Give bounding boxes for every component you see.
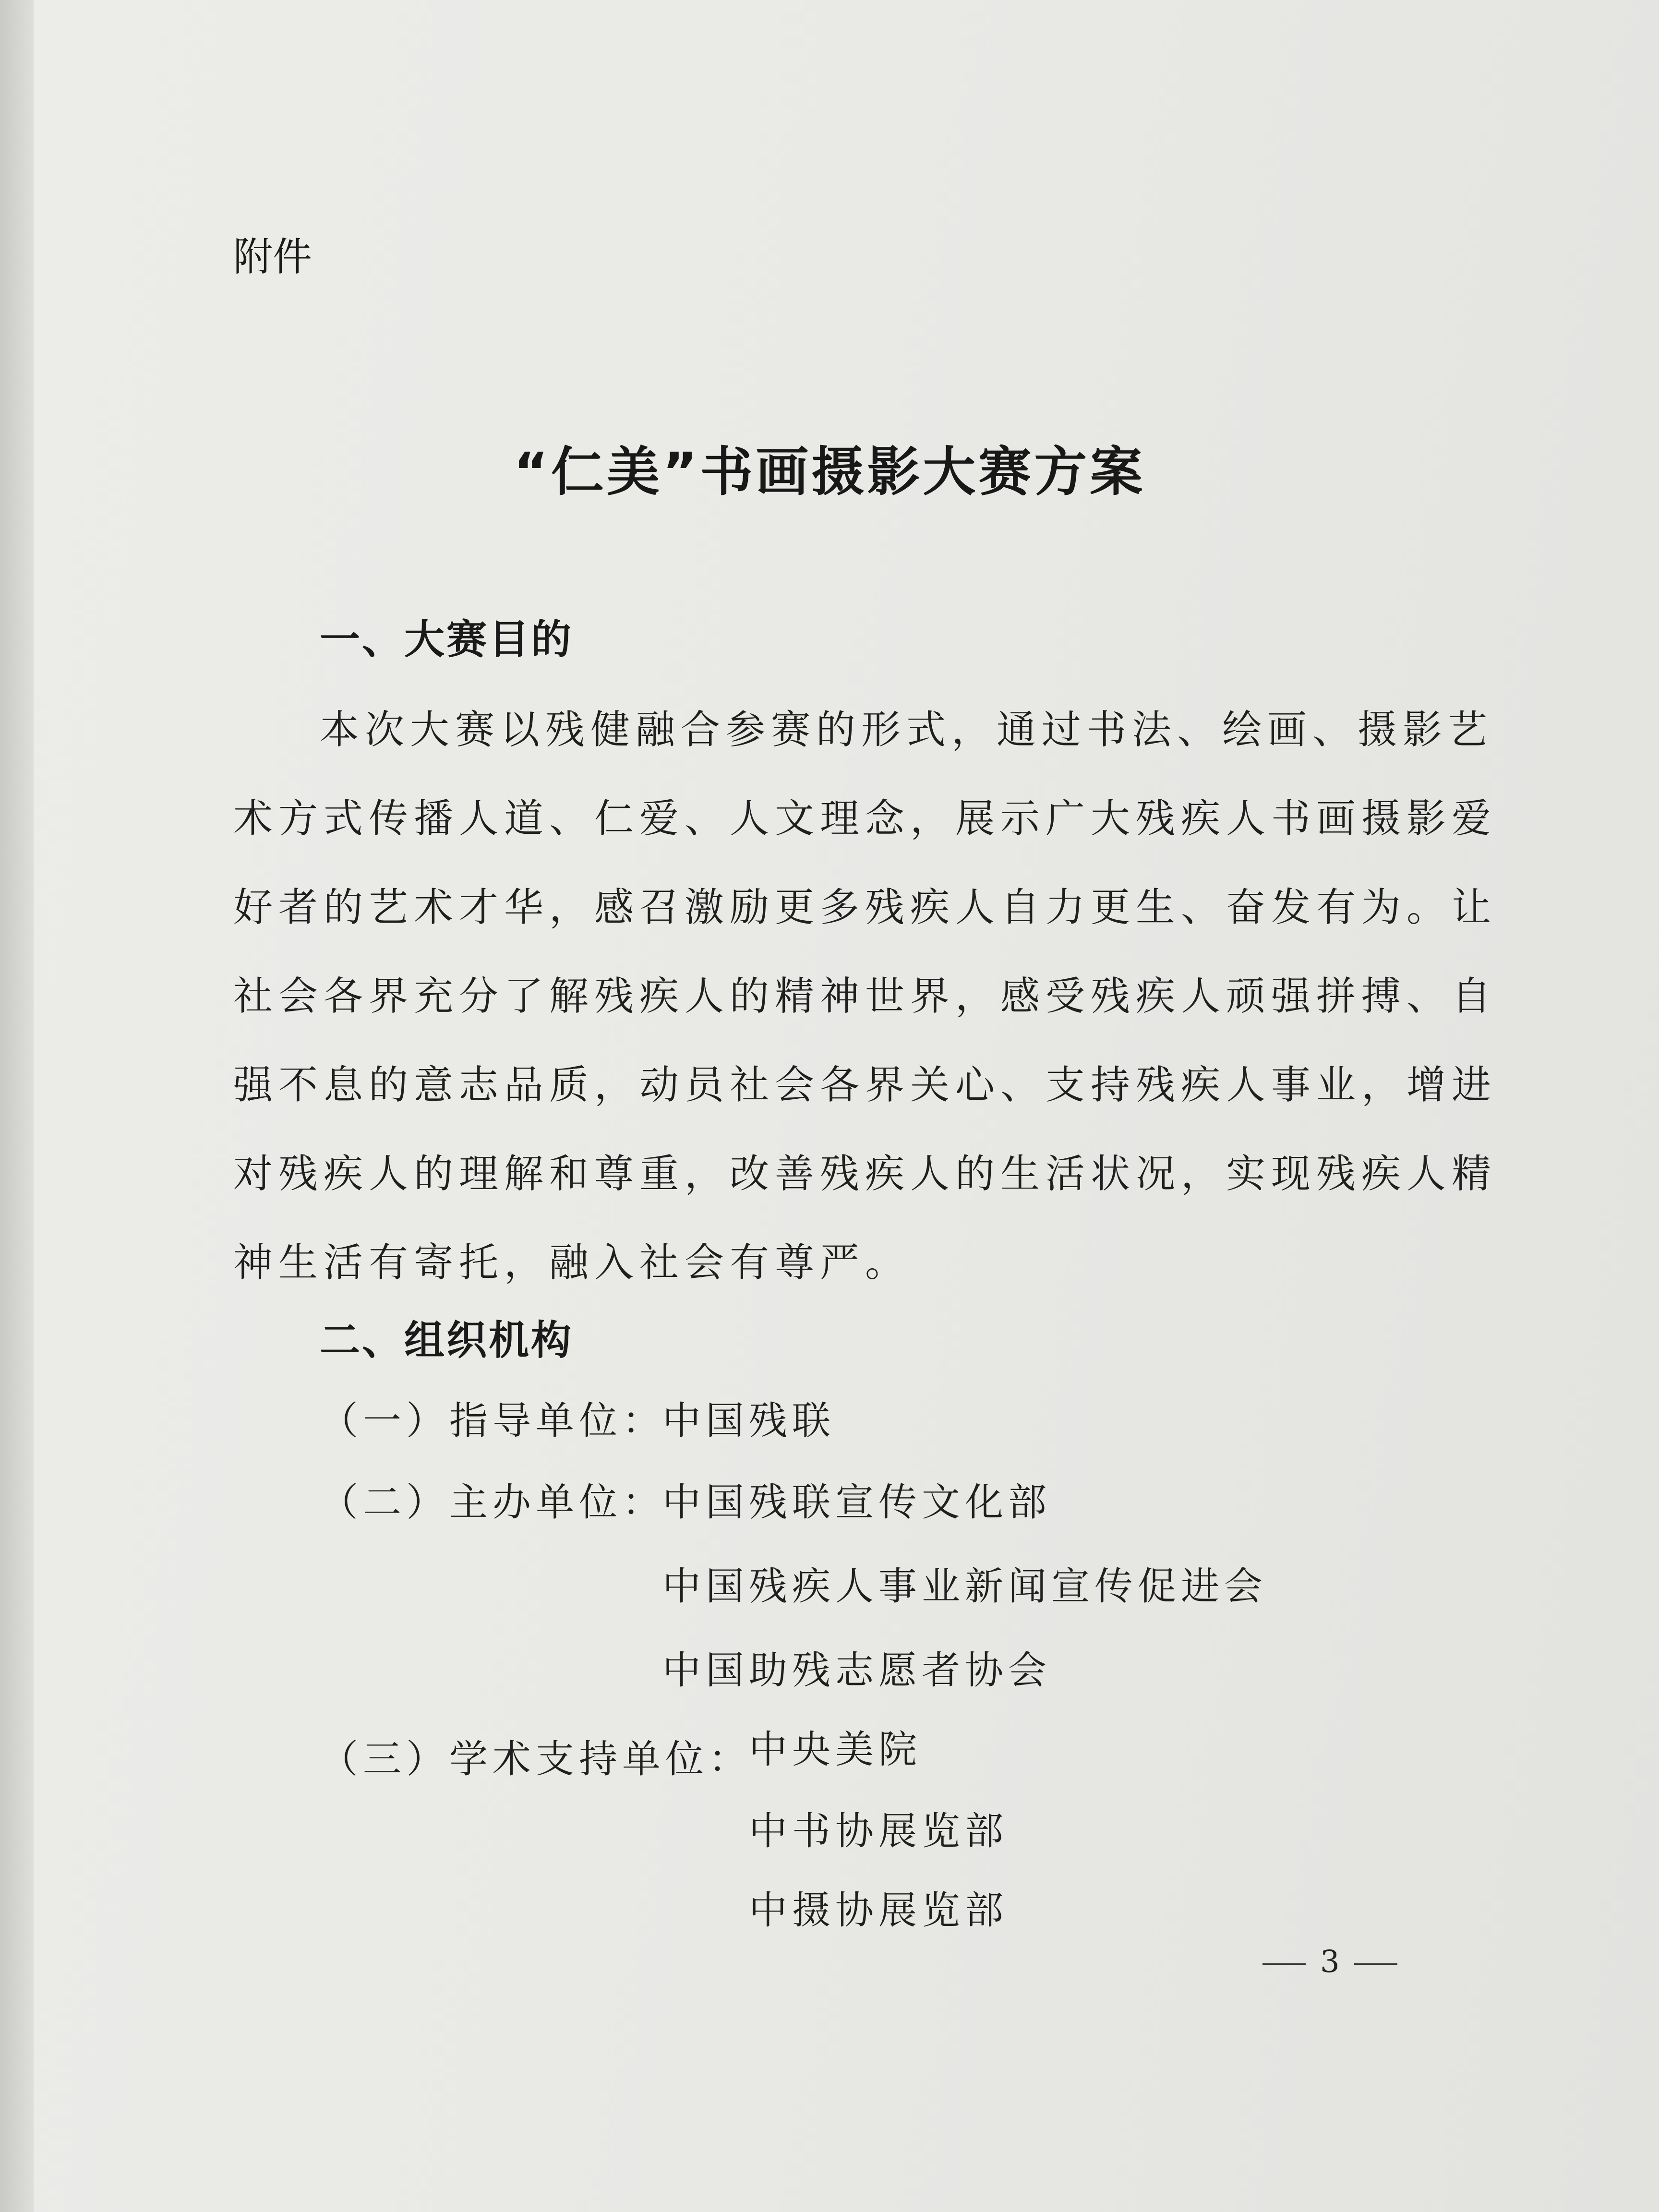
paragraph-line: 术方式传播人道、仁爱、人文理念，展示广大残疾人书画摄影爱 — [233, 796, 1497, 842]
paragraph-line: 强不息的意志品质，动员社会各界关心、支持残疾人事业，增进 — [233, 1062, 1497, 1108]
section-heading-organization: 二、组织机构 — [320, 1317, 574, 1364]
academic-unit: 中摄协展览部 — [749, 1888, 1008, 1933]
attachment-label: 附件 — [233, 234, 313, 280]
paragraph-line: 社会各界充分了解残疾人的精神世界，感受残疾人顽强拼搏、自 — [233, 974, 1497, 1019]
host-unit: 中国残疾人事业新闻宣传促进会 — [662, 1564, 1267, 1609]
guide-unit-label: （一）指导单位： — [320, 1398, 665, 1443]
page-edge-shadow — [0, 0, 34, 2212]
host-unit-label: （二）主办单位： — [320, 1480, 665, 1525]
dash-left — [1262, 1963, 1306, 1965]
paragraph-line: 神生活有寄托，融入社会有尊严。 — [233, 1240, 911, 1286]
academic-unit: 中书协展览部 — [749, 1809, 1008, 1853]
paragraph-line: 本次大赛以残健融合参赛的形式，通过书法、绘画、摄影艺 — [320, 707, 1493, 753]
section-heading-purpose: 一、大赛目的 — [320, 616, 574, 663]
document-title: “仁美”书画摄影大赛方案 — [513, 441, 1146, 503]
page-number — [1248, 1944, 1412, 1980]
page-number-value: 3 — [1320, 1944, 1340, 1980]
guide-unit: 中国残联 — [662, 1398, 835, 1443]
academic-unit: 中央美院 — [749, 1727, 922, 1772]
host-unit: 中国残联宣传文化部 — [662, 1480, 1051, 1525]
paragraph-line: 对残疾人的理解和尊重，改善残疾人的生活状况，实现残疾人精 — [233, 1151, 1497, 1197]
dash-right — [1354, 1963, 1397, 1965]
host-unit: 中国助残志愿者协会 — [662, 1648, 1051, 1693]
paragraph-line: 好者的艺术才华，感召激励更多残疾人自力更生、奋发有为。让 — [233, 885, 1497, 930]
academic-unit-label: （三）学术支持单位： — [320, 1737, 752, 1781]
